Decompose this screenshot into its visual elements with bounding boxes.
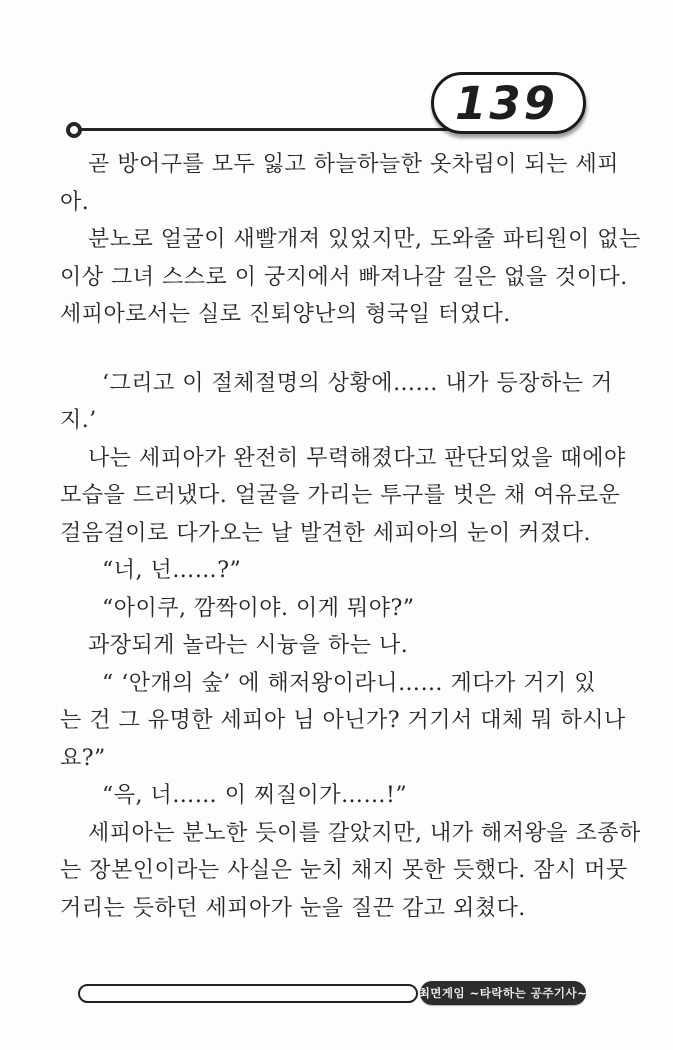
text-line: 는 장본인이라는 사실은 눈치 채지 못한 듯했다. 잠시 머뭇 (60, 858, 628, 883)
text-line: 모습을 드러냈다. 얼굴을 가리는 투구를 벗은 채 여유로운 (60, 483, 621, 508)
text-line: 아. (60, 189, 90, 215)
text-line: 요?” (60, 745, 106, 771)
text-line: “아이쿠, 깜짝이야. 이게 뭐야?” (102, 595, 415, 621)
text-line: 세피아로서는 실로 진퇴양난의 형국일 터였다. (60, 302, 511, 327)
paragraph-gap (60, 334, 620, 365)
page-number-badge (431, 72, 586, 134)
text-line: 걸음걸이로 다가오는 날 발견한 세피아의 눈이 커졌다. (60, 520, 591, 546)
text-line: 이상 그녀 스스로 이 궁지에서 빠져나갈 길은 없을 것이다. (60, 264, 628, 290)
text-line: 나는 세피아가 완전히 무력해졌다고 판단되었을 때에야 (88, 445, 626, 471)
footer-series-badge (420, 981, 586, 1005)
text-line: 세피아는 분노한 듯이를 갈았지만, 내가 해저왕을 조종하 (88, 820, 641, 846)
footer-blank-box (78, 984, 418, 1003)
page-text (60, 146, 641, 927)
text-line: 분노로 얼굴이 새빨개져 있었지만, 도와줄 파티원이 없는 (88, 227, 641, 252)
text-line: 곧 방어구를 모두 잃고 하늘하늘한 옷차림이 되는 세피 (88, 152, 619, 177)
text-line: “너, 넌……?” (102, 558, 242, 583)
text-line: 는 건 그 유명한 세피아 님 아닌가? 거기서 대체 뭐 하시나 (60, 708, 626, 733)
header-rule (80, 128, 448, 131)
series-title: 최면게임 ~타락하는 공주기사~ (418, 986, 588, 1000)
text-line: “윽, 너…… 이 찌질이가……!” (102, 783, 408, 808)
text-line: 거리는 듯하던 세피아가 눈을 질끈 감고 외쳤다. (60, 895, 526, 921)
text-line: ‘그리고 이 절체절명의 상황에…… 내가 등장하는 거 (102, 370, 613, 396)
text-line: “ ‘안개의 숲’ 에 해저왕이라니…… 게다가 거기 있 (102, 670, 596, 696)
text-line: 과장되게 놀라는 시늉을 하는 나. (88, 633, 409, 658)
page-number: 139 (455, 76, 558, 130)
text-line: 지.’ (60, 408, 97, 433)
